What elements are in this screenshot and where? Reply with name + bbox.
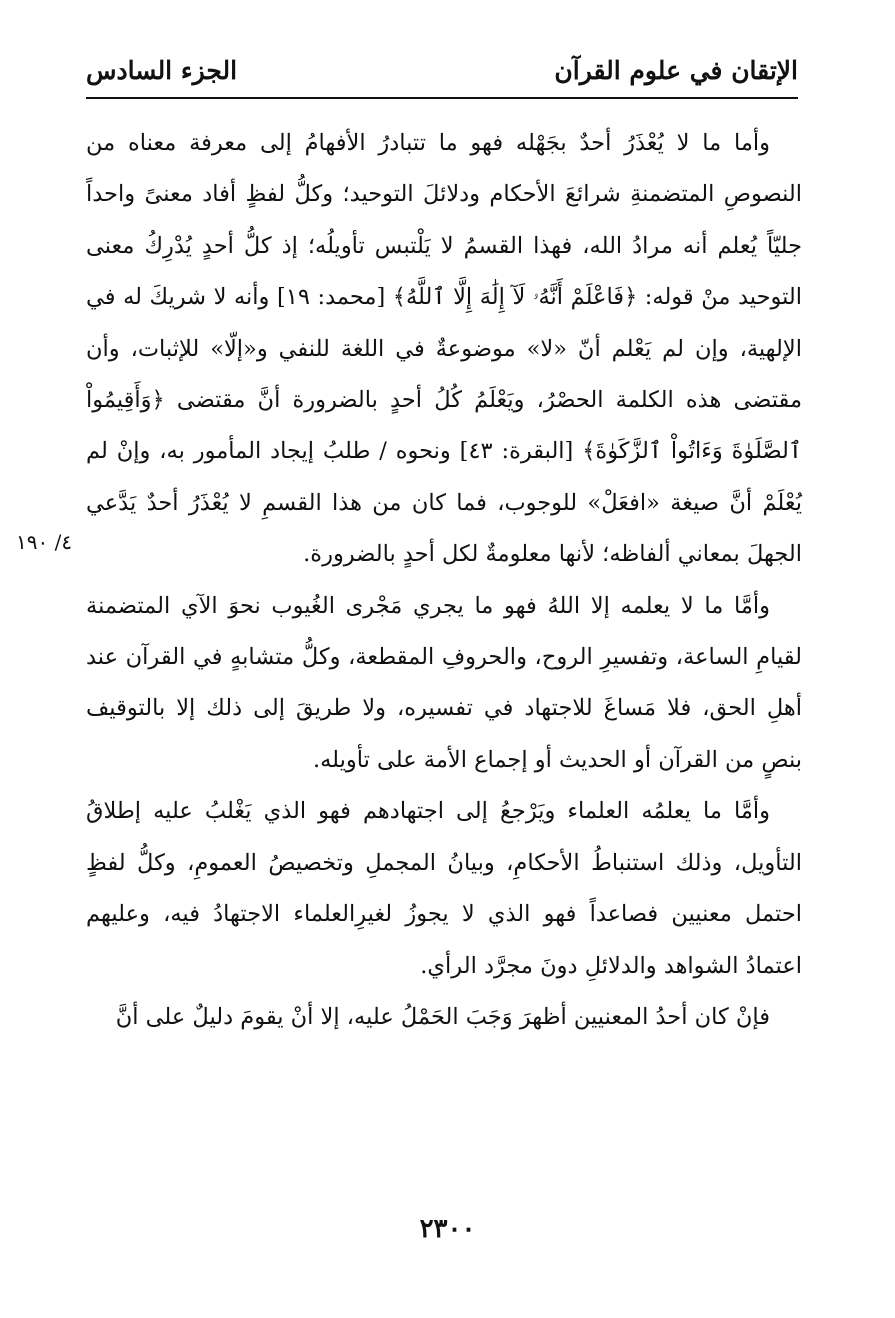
book-title: الإتقان في علوم القرآن bbox=[554, 56, 798, 85]
body-text bbox=[86, 118, 802, 1043]
running-header bbox=[86, 52, 798, 98]
margin-page-reference: ٤/ ١٩٠ bbox=[16, 530, 73, 554]
volume-label: الجزء السادس bbox=[86, 56, 238, 85]
paragraph: وأمَّا ما لا يعلمه إلا اللهُ فهو ما يجري مَجْرى الغُيوب نحوَ الآي المتضمنة لقيامِ الساعة، وتفسيرِ الروح، والحروفِ المقطعة، وكلُّ متشابهٍ في القرآن عند أهلِ الحق، فلا مَساغَ للاجتهاد في تفسيره، ولا طريقَ إلى ذلك إلا بالتوقيف بنصٍ من القرآن أو الحديث أو إجماع الأمة على تأويله. bbox=[86, 592, 802, 773]
paragraph: وأمَّا ما يعلمُه العلماء ويَرْجعُ إلى اجتهادهم فهو الذي يَغْلبُ عليه إطلاقُ التأويل، وذلك استنباطُ الأحكامِ، وبيانُ المجملِ وتخصيصُ العمومِ، وكلُّ لفظٍ احتمل معنيين فصاعداً فهو الذي لا يجوزُ لغيرِالعلماء الاجتهادُ فيه، وعليهم اعتمادُ الشواهد والدلائلِ دونَ مجرَّد الرأي. bbox=[86, 798, 802, 979]
header-rule bbox=[86, 97, 798, 99]
paragraph: وأما ما لا يُعْذَرُ أحدٌ بجَهْله فهو ما تتبادرُ الأفهامُ إلى معرفة معناه من النصوصِ المتضمنةِ شرائعَ الأحكام ودلائلَ التوحيد؛ وكلُّ لفظٍ أفاد معنىً واحداً جليّاً يُعلم أنه مرادُ الله، فهذا القسمُ لا يَلْتبس تأويلُه؛ إذ كلُّ أحدٍ يُدْرِكُ معنى التوحيد منْ قوله: ﴿فَاعْلَمْ أَنَّهُۥ لَآ إِلَٰهَ إِلَّا ٱللَّهُ﴾ [محمد: ١٩] وأنه لا شريكَ له في الإلهية، وإن لم يَعْلم أنّ «لا» موضوعةٌ في اللغة للنفي و«إلّا» للإثبات، وأن مقتضى هذه الكلمة الحصْرُ، ويَعْلَمُ كُلُ أحدٍ بالضرورة أنَّ مقتضى ﴿وَأَقِيمُواْ ٱلصَّلَوٰةَ وَءَاتُواْ ٱلزَّكَوٰةَ﴾ [البقرة: ٤٣] ونحوه / طلبُ إيجاد المأمور به، وإنْ لم يُعْلَمْ أنَّ صيغة «افعَلْ» للوجوب، فما كان من هذا القسمِ لا يُعْذَرُ أحدٌ يَدَّعي الجهلَ بمعاني ألفاظه؛ لأنها معلومةٌ لكل أحدٍ بالضرورة. bbox=[86, 130, 803, 568]
page-number: ٢٣٠٠ bbox=[419, 1214, 476, 1244]
paragraph: فإنْ كان أحدُ المعنيين أظهرَ وَجَبَ الحَمْلُ عليه، إلا أنْ يقومَ دليلٌ على أنَّ bbox=[115, 1003, 770, 1030]
